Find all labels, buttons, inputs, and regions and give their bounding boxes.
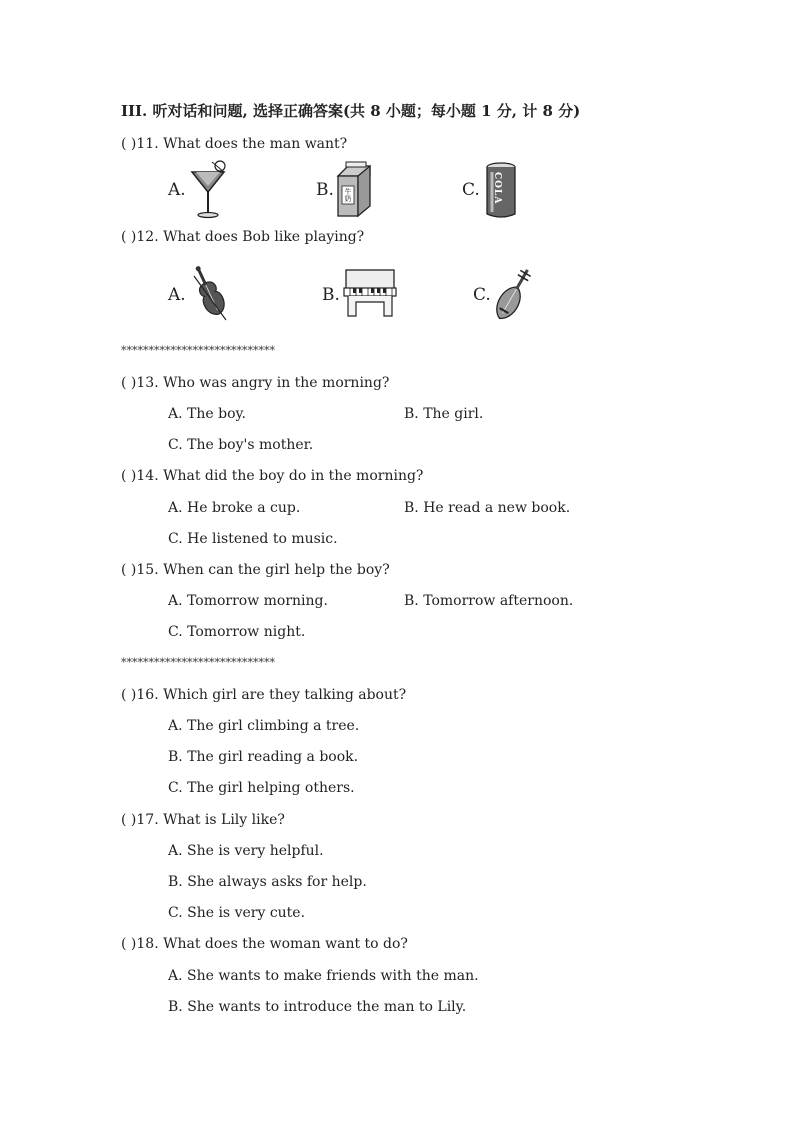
q17-option-c: C. She is very cute. [168, 905, 306, 921]
cocktail-glass-icon [190, 160, 230, 220]
violin-icon [190, 264, 230, 324]
q12-option-b-label: B. [322, 285, 340, 305]
q16-option-c: C. The girl helping others. [168, 780, 355, 796]
soda-can-text: COLA [492, 172, 502, 205]
pipa-icon [492, 264, 534, 326]
q11-option-b-label: B. [316, 180, 334, 200]
piano-icon [342, 268, 398, 320]
q16-option-b: B. The girl reading a book. [168, 749, 359, 765]
question-18: ( )18. What does the woman want to do? [121, 936, 408, 952]
question-11: ( )11. What does the man want? [121, 136, 348, 152]
separator-2: **************************** [121, 656, 275, 669]
q14-option-c: C. He listened to music. [168, 531, 338, 547]
q11-option-a-label: A. [168, 180, 186, 200]
question-14: ( )14. What did the boy do in the morning? [121, 468, 424, 484]
q14-option-b: B. He read a new book. [404, 500, 571, 516]
q15-option-c: C. Tomorrow night. [168, 624, 306, 640]
milk-carton-icon [334, 162, 374, 218]
section-title: III. 听对话和问题, 选择正确答案(共 8 小题；每小题 1 分, 计 8 分) [121, 102, 581, 120]
question-16: ( )16. Which girl are they talking about? [121, 687, 407, 703]
q18-option-b: B. She wants to introduce the man to Lily. [168, 999, 467, 1015]
q13-option-c: C. The boy's mother. [168, 437, 314, 453]
q15-option-b: B. Tomorrow afternoon. [404, 593, 574, 609]
q13-option-a: A. The boy. [168, 406, 246, 422]
question-17: ( )17. What is Lily like? [121, 812, 285, 828]
milk-carton-text: 牛奶 [344, 188, 352, 203]
q13-option-b: B. The girl. [404, 406, 484, 422]
q17-option-b: B. She always asks for help. [168, 874, 367, 890]
question-15: ( )15. When can the girl help the boy? [121, 562, 390, 578]
q12-option-a-label: A. [168, 285, 186, 305]
q12-option-c-label: C. [473, 285, 491, 305]
q11-option-c-label: C. [462, 180, 480, 200]
question-13: ( )13. Who was angry in the morning? [121, 375, 390, 391]
q15-option-a: A. Tomorrow morning. [168, 593, 328, 609]
q14-option-a: A. He broke a cup. [168, 500, 301, 516]
q18-option-a: A. She wants to make friends with the man. [168, 968, 479, 984]
question-12: ( )12. What does Bob like playing? [121, 229, 365, 245]
separator-1: **************************** [121, 344, 275, 357]
q16-option-a: A. The girl climbing a tree. [168, 718, 360, 734]
q17-option-a: A. She is very helpful. [168, 843, 324, 859]
